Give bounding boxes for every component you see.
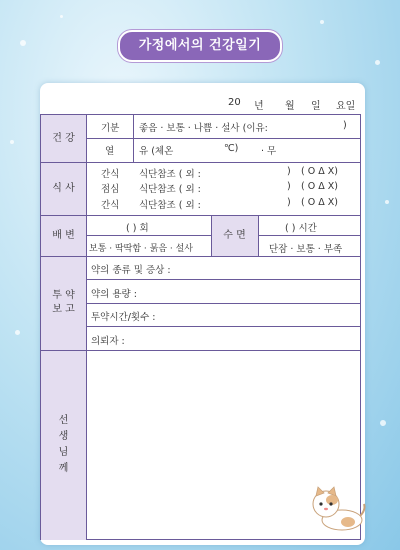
sparkle xyxy=(20,40,26,46)
mood-options: 좋음 · 보통 · 나쁨 · 설사 (이유: xyxy=(139,123,268,134)
meal-close: ) xyxy=(287,166,291,177)
fever-unit: ℃) xyxy=(224,143,239,154)
health-label: 건 강 xyxy=(41,115,86,162)
sparkle xyxy=(375,60,380,65)
fever-options: 유 (체온 xyxy=(139,146,174,157)
divider xyxy=(86,303,361,304)
meal-label: 식 사 xyxy=(41,162,86,215)
bowel-count: ( ) 회 xyxy=(126,223,149,234)
sparkle xyxy=(380,420,386,426)
medicine-field: 약의 용량 : xyxy=(91,289,137,300)
medicine-label xyxy=(41,256,86,350)
sparkle xyxy=(10,140,14,144)
bowel-label: 배 변 xyxy=(41,215,86,256)
medicine-field: 약의 종류 및 증상 : xyxy=(91,265,171,276)
meal-ref: 식단참조 ( 외 : xyxy=(139,169,201,180)
divider xyxy=(211,215,212,256)
divider xyxy=(86,279,361,280)
divider xyxy=(41,350,361,351)
meal-ref: 식단참조 ( 외 : xyxy=(139,200,201,211)
meal-time: 간식 xyxy=(101,200,120,211)
divider xyxy=(41,215,361,216)
fever-no: · 무 xyxy=(261,146,277,157)
teacher-label-char: 님 xyxy=(58,447,69,458)
meal-marks: ( O Δ X) xyxy=(301,181,338,192)
meal-close: ) xyxy=(287,181,291,192)
medicine-field: 투약시간/횟수 : xyxy=(91,312,156,323)
bowel-types: 보통 · 딱딱함 · 묽음 · 설사 xyxy=(89,244,193,254)
date-year-label: 년 xyxy=(254,101,264,112)
medicine-label-line1: 투 약 xyxy=(52,290,75,301)
fever-label: 열 xyxy=(105,146,115,157)
meal-ref: 식단참조 ( 외 : xyxy=(139,184,201,195)
divider xyxy=(41,162,361,163)
teacher-label-char: 생 xyxy=(58,431,69,442)
mood-close: ) xyxy=(343,120,347,131)
meal-marks: ( O Δ X) xyxy=(301,166,338,177)
meal-time: 점심 xyxy=(101,184,120,195)
meal-close: ) xyxy=(287,197,291,208)
sparkle xyxy=(320,20,324,24)
divider xyxy=(86,138,361,139)
health-diary-form xyxy=(40,114,361,540)
date-year-prefix: 20 xyxy=(228,97,241,108)
teacher-label-char: 선 xyxy=(58,415,69,426)
teacher-label-char: 께 xyxy=(58,463,69,474)
divider xyxy=(258,235,361,236)
date-weekday-label: 요일 xyxy=(336,101,356,112)
medicine-field: 의뢰자 : xyxy=(91,336,125,347)
sparkle xyxy=(385,200,389,204)
meal-time: 간식 xyxy=(101,169,120,180)
sleep-label: 수 면 xyxy=(211,215,258,256)
teacher-label xyxy=(41,350,86,540)
cat-mascot-illustration xyxy=(308,484,368,532)
sleep-quality: 단잠 · 보통 · 부족 xyxy=(269,244,343,255)
date-day-label: 일 xyxy=(311,101,321,112)
sparkle xyxy=(15,330,20,335)
divider xyxy=(41,256,361,257)
divider xyxy=(86,115,87,540)
date-month-label: 월 xyxy=(285,101,295,112)
sleep-hours: ( ) 시간 xyxy=(285,223,317,234)
sparkle xyxy=(60,15,63,18)
page-title: 가정에서의 건강일기 xyxy=(118,30,282,62)
divider xyxy=(86,235,211,236)
mood-label: 기분 xyxy=(101,123,120,134)
divider xyxy=(86,326,361,327)
meal-marks: ( O Δ X) xyxy=(301,197,338,208)
medicine-label-line2: 보 고 xyxy=(52,304,75,315)
